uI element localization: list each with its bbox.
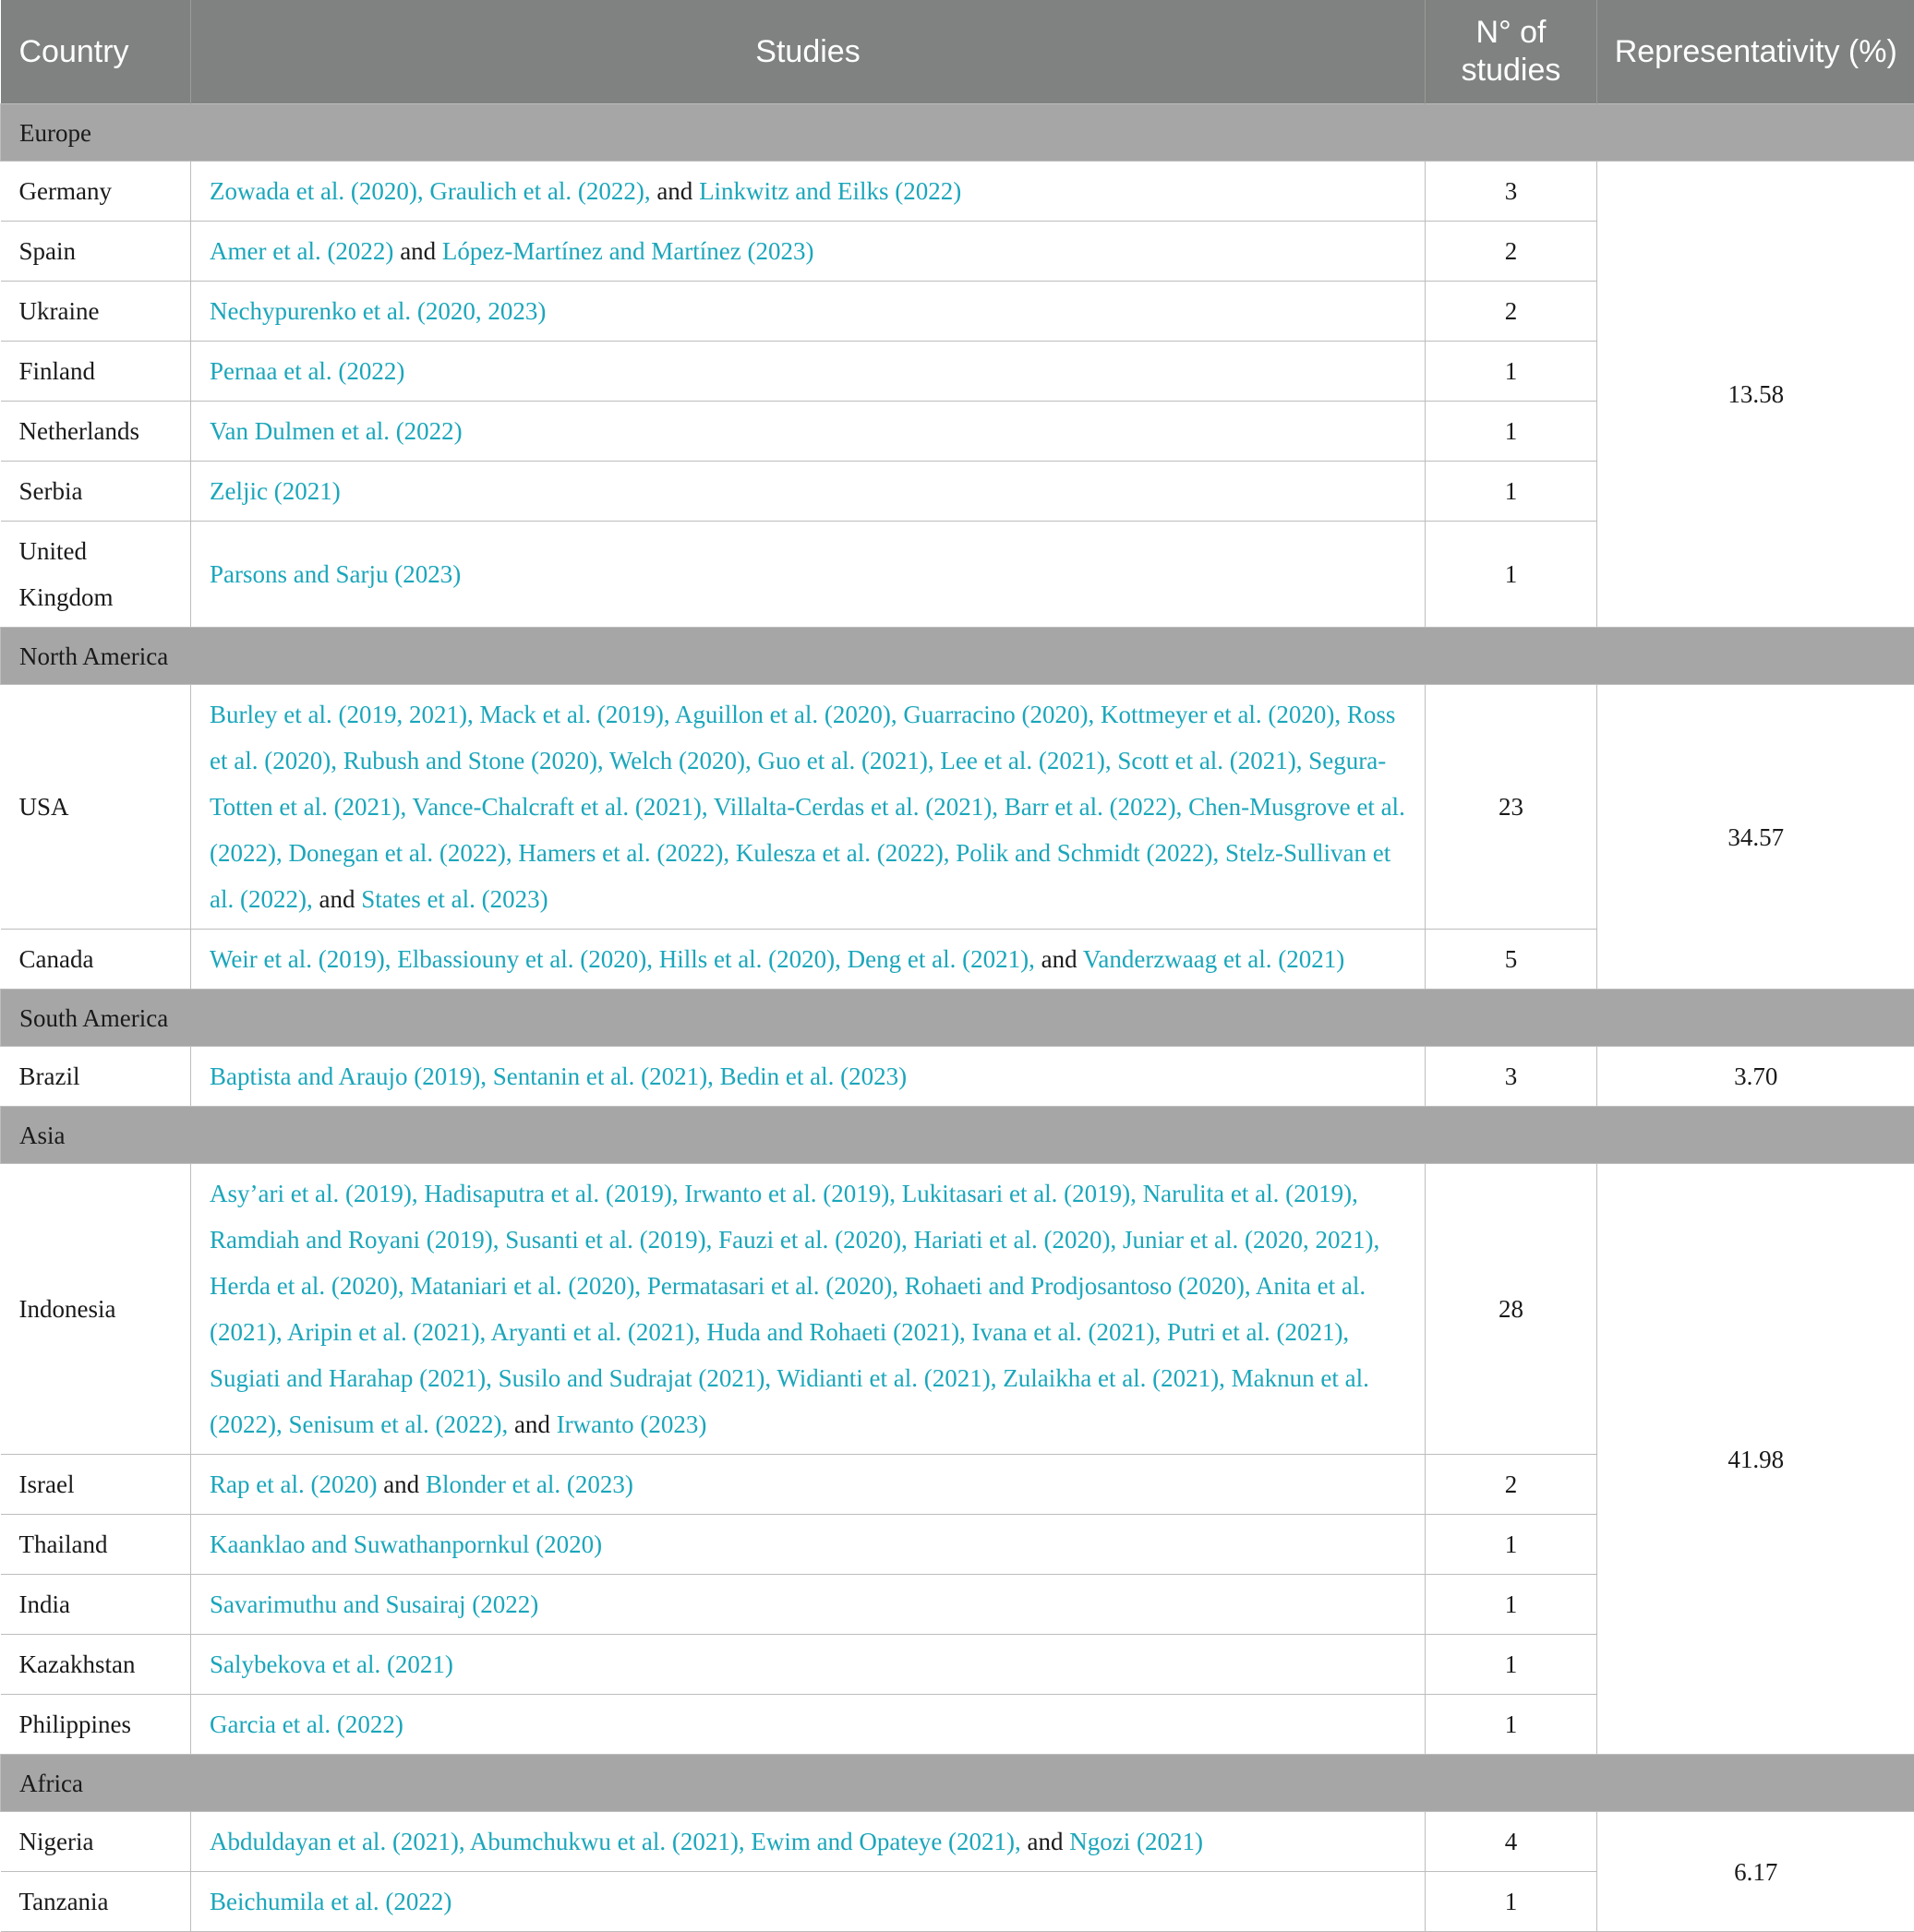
representativity-cell: 3.70 [1597, 1047, 1914, 1107]
studies-cell [191, 1872, 1426, 1932]
country-cell: Netherlands [1, 402, 191, 462]
region-name: North America [1, 628, 1914, 685]
study-reference-link[interactable]: Zeljic (2021) [210, 477, 341, 505]
country-cell: Philippines [1, 1695, 191, 1755]
study-reference-link[interactable]: Nechypurenko et al. (2020, 2023) [210, 297, 546, 325]
n-studies-cell: 1 [1426, 462, 1597, 522]
region-row [1, 990, 1914, 1047]
studies-cell [191, 1047, 1426, 1107]
country-cell: Finland [1, 342, 191, 402]
studies-cell [191, 402, 1426, 462]
header-country: Country [1, 0, 191, 104]
region-name: South America [1, 990, 1914, 1047]
table-row [1, 1047, 1914, 1107]
country-cell: Ukraine [1, 282, 191, 342]
region-row [1, 1107, 1914, 1164]
country-cell: Indonesia [1, 1164, 191, 1455]
n-studies-cell: 1 [1426, 342, 1597, 402]
country-cell: Brazil [1, 1047, 191, 1107]
studies-cell [191, 1455, 1426, 1515]
n-studies-cell: 5 [1426, 930, 1597, 990]
studies-cell [191, 1164, 1426, 1455]
country-cell: United Kingdom [1, 522, 191, 628]
study-reference-link[interactable]: Burley et al. (2019, 2021), Mack et al. (2019), Aguillon et al. (2020), Guarracino (2020), Kottmeyer et al. (2020), Ross et al. (2020), Rubush and Stone (2020), Welch (2020), Guo et al. (2021), Lee et al. (2021), Scott et al. (2021), Segura-Totten et al. (2021), Vance-Chalcraft et al. (2021), Villalta-Cerdas et al. (2021), Barr et al. (2022), Chen-Musgrove et al. (2022), Donegan et al. (2022), Hamers et al. (2022), Kulesza et al. (2022), Polik and Schmidt (2022), Stelz-Sullivan et al. (2022), [210, 701, 1405, 913]
n-studies-cell: 23 [1426, 685, 1597, 930]
conjunction-text: and [1035, 945, 1083, 973]
representativity-cell: 34.57 [1597, 685, 1914, 990]
country-cell: USA [1, 685, 191, 930]
study-reference-link[interactable]: Blonder et al. (2023) [426, 1470, 633, 1498]
studies-cell [191, 222, 1426, 282]
n-studies-cell: 4 [1426, 1812, 1597, 1872]
conjunction-text: and [651, 177, 699, 205]
studies-cell [191, 462, 1426, 522]
n-studies-cell: 1 [1426, 1635, 1597, 1695]
table-body [1, 104, 1914, 1932]
studies-cell [191, 930, 1426, 990]
n-studies-cell: 2 [1426, 1455, 1597, 1515]
region-row [1, 104, 1914, 162]
n-studies-cell: 3 [1426, 162, 1597, 222]
study-reference-link[interactable]: Salybekova et al. (2021) [210, 1650, 453, 1678]
table-row [1, 1164, 1914, 1455]
studies-cell [191, 522, 1426, 628]
region-name: Asia [1, 1107, 1914, 1164]
study-reference-link[interactable]: States et al. (2023) [361, 885, 548, 913]
header-studies: Studies [191, 0, 1426, 104]
country-cell: Canada [1, 930, 191, 990]
conjunction-text: and [313, 885, 361, 913]
representativity-cell: 41.98 [1597, 1164, 1914, 1755]
studies-cell [191, 1812, 1426, 1872]
study-reference-link[interactable]: Ngozi (2021) [1069, 1828, 1203, 1855]
table-row [1, 685, 1914, 930]
n-studies-cell: 1 [1426, 1872, 1597, 1932]
country-cell: Nigeria [1, 1812, 191, 1872]
study-reference-link[interactable]: Savarimuthu and Susairaj (2022) [210, 1590, 538, 1618]
conjunction-text: and [508, 1410, 556, 1438]
country-cell: Kazakhstan [1, 1635, 191, 1695]
study-reference-link[interactable]: López-Martínez and Martínez (2023) [442, 237, 814, 265]
conjunction-text: and [377, 1470, 425, 1498]
country-cell: Thailand [1, 1515, 191, 1575]
studies-cell [191, 162, 1426, 222]
n-studies-cell: 2 [1426, 282, 1597, 342]
studies-cell [191, 1515, 1426, 1575]
n-studies-cell: 1 [1426, 1695, 1597, 1755]
region-name: Europe [1, 104, 1914, 162]
study-reference-link[interactable]: Van Dulmen et al. (2022) [210, 417, 463, 445]
study-reference-link[interactable]: Pernaa et al. (2022) [210, 357, 404, 385]
country-cell: Spain [1, 222, 191, 282]
study-reference-link[interactable]: Rap et al. (2020) [210, 1470, 377, 1498]
conjunction-text: and [393, 237, 441, 265]
study-reference-link[interactable]: Parsons and Sarju (2023) [210, 560, 461, 588]
n-studies-cell: 28 [1426, 1164, 1597, 1455]
study-reference-link[interactable]: Garcia et al. (2022) [210, 1710, 403, 1738]
country-cell: Serbia [1, 462, 191, 522]
studies-cell [191, 282, 1426, 342]
conjunction-text: and [1021, 1828, 1069, 1855]
studies-cell [191, 1575, 1426, 1635]
study-reference-link[interactable]: Abduldayan et al. (2021), Abumchukwu et al. (2021), Ewim and Opateye (2021), [210, 1828, 1021, 1855]
country-cell: Israel [1, 1455, 191, 1515]
study-reference-link[interactable]: Linkwitz and Eilks (2022) [699, 177, 961, 205]
n-studies-cell: 1 [1426, 522, 1597, 628]
n-studies-cell: 3 [1426, 1047, 1597, 1107]
n-studies-cell: 1 [1426, 1575, 1597, 1635]
country-cell: Tanzania [1, 1872, 191, 1932]
study-reference-link[interactable]: Irwanto (2023) [557, 1410, 707, 1438]
n-studies-cell: 1 [1426, 1515, 1597, 1575]
table-row [1, 162, 1914, 222]
study-reference-link[interactable]: Vanderzwaag et al. (2021) [1083, 945, 1344, 973]
table-row [1, 1812, 1914, 1872]
header-n-studies: N° of studies [1426, 0, 1597, 104]
header-representativity: Representativity (%) [1597, 0, 1914, 104]
country-cell: Germany [1, 162, 191, 222]
region-name: Africa [1, 1755, 1914, 1812]
representativity-cell: 6.17 [1597, 1812, 1914, 1932]
region-row [1, 628, 1914, 685]
studies-cell [191, 342, 1426, 402]
studies-cell [191, 685, 1426, 930]
n-studies-cell: 2 [1426, 222, 1597, 282]
study-reference-link[interactable]: Asy’ari et al. (2019), Hadisaputra et al. (2019), Irwanto et al. (2019), Lukitasari et al. (2019), Narulita et al. (2019), Ramdiah and Royani (2019), Susanti et al. (2019), Fauzi et al. (2020), Hariati et al. (2020), Juniar et al. (2020, 2021), Herda et al. (2020), Mataniari et al. (2020), Permatasari et al. (2020), Rohaeti and Prodjosantoso (2020), Anita et al. (2021), Aripin et al. (2021), Aryanti et al. (2021), Huda and Rohaeti (2021), Ivana et al. (2021), Putri et al. (2021), Sugiati and Harahap (2021), Susilo and Sudrajat (2021), Widianti et al. (2021), Zulaikha et al. (2021), Maknun et al. (2022), Senisum et al. (2022), [210, 1180, 1379, 1438]
study-reference-link[interactable]: Zowada et al. (2020), Graulich et al. (2022), [210, 177, 651, 205]
study-reference-link[interactable]: Weir et al. (2019), Elbassiouny et al. (2020), Hills et al. (2020), Deng et al. (2021), [210, 945, 1035, 973]
study-reference-link[interactable]: Beichumila et al. (2022) [210, 1888, 451, 1915]
header-row [1, 0, 1914, 104]
representativity-cell: 13.58 [1597, 162, 1914, 628]
studies-cell [191, 1695, 1426, 1755]
n-studies-cell: 1 [1426, 402, 1597, 462]
studies-cell [191, 1635, 1426, 1695]
study-reference-link[interactable]: Amer et al. (2022) [210, 237, 393, 265]
country-cell: India [1, 1575, 191, 1635]
study-reference-link[interactable]: Kaanklao and Suwathanpornkul (2020) [210, 1530, 602, 1558]
region-row [1, 1755, 1914, 1812]
study-reference-link[interactable]: Baptista and Araujo (2019), Sentanin et al. (2021), Bedin et al. (2023) [210, 1062, 907, 1090]
